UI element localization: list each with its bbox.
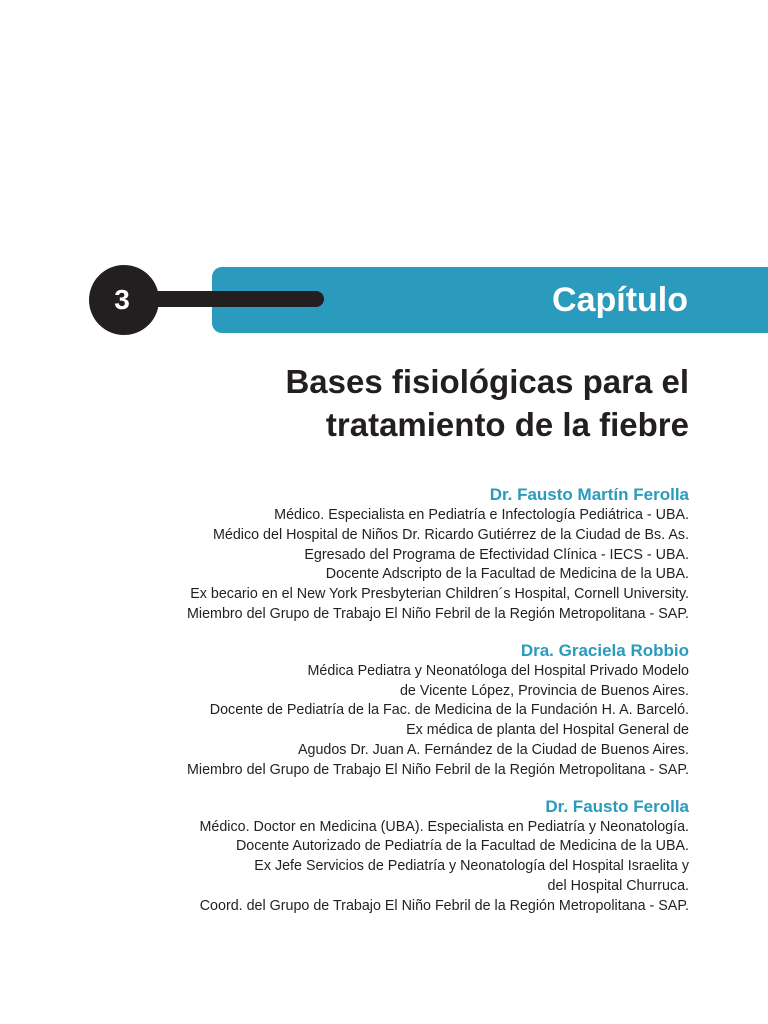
author-name: Dr. Fausto Ferolla [545, 796, 689, 816]
chapter-title-line: tratamiento de la fiebre [325, 406, 689, 443]
chapter-number: 3 [114, 284, 130, 315]
author-credential: Coord. del Grupo de Trabajo El Niño Febril de la Región Metropolitana - SAP. [199, 897, 689, 914]
author-credential: Médico del Hospital de Niños Dr. Ricardo Gutiérrez de la Ciudad de Bs. As. [213, 526, 689, 543]
author-credential: Docente Adscripto de la Facultad de Medicina de la UBA. [325, 566, 689, 583]
chapter-title-line: Bases fisiológicas para el [285, 363, 689, 400]
chapter-connector-bar [150, 291, 324, 307]
author-credential: Miembro del Grupo de Trabajo El Niño Febril de la Región Metropolitana - SAP. [187, 761, 689, 778]
author-credential: Docente de Pediatría de la Fac. de Medicina de la Fundación H. A. Barceló. [209, 702, 689, 719]
author-credential: de Vicente López, Provincia de Buenos Aires. [399, 682, 689, 699]
author-credential: Egresado del Programa de Efectividad Clínica - IECS - UBA. [304, 546, 689, 563]
author-list [29, 484, 689, 917]
author-credential: Ex becario en el New York Presbyterian Children´s Hospital, Cornell University. [190, 586, 689, 603]
author-credential: Médica Pediatra y Neonatóloga del Hospital Privado Modelo [307, 662, 689, 679]
chapter-label: Capítulo [552, 281, 688, 319]
author-block [29, 484, 689, 625]
author-block [29, 796, 689, 917]
author-block [29, 640, 689, 781]
chapter-number-badge [89, 265, 159, 335]
author-credential: Agudos Dr. Juan A. Fernández de la Ciudad de Buenos Aires. [297, 741, 689, 758]
author-name: Dr. Fausto Martín Ferolla [489, 485, 689, 504]
author-credential: del Hospital Churruca. [547, 877, 689, 894]
author-credential: Ex médica de planta del Hospital General de [406, 722, 689, 739]
author-credential: Docente Autorizado de Pediatría de la Facultad de Medicina de la UBA. [235, 838, 689, 855]
chapter-title [89, 360, 689, 446]
author-name: Dra. Graciela Robbio [520, 640, 689, 660]
author-credential: Médico. Doctor en Medicina (UBA). Especialista en Pediatría y Neonatología. [199, 818, 689, 835]
author-credential: Miembro del Grupo de Trabajo El Niño Febril de la Región Metropolitana - SAP. [187, 605, 689, 622]
author-credential: Médico. Especialista en Pediatría e Infectología Pediátrica - UBA. [274, 507, 689, 523]
author-credential: Ex Jefe Servicios de Pediatría y Neonatología del Hospital Israelita y [254, 858, 689, 875]
